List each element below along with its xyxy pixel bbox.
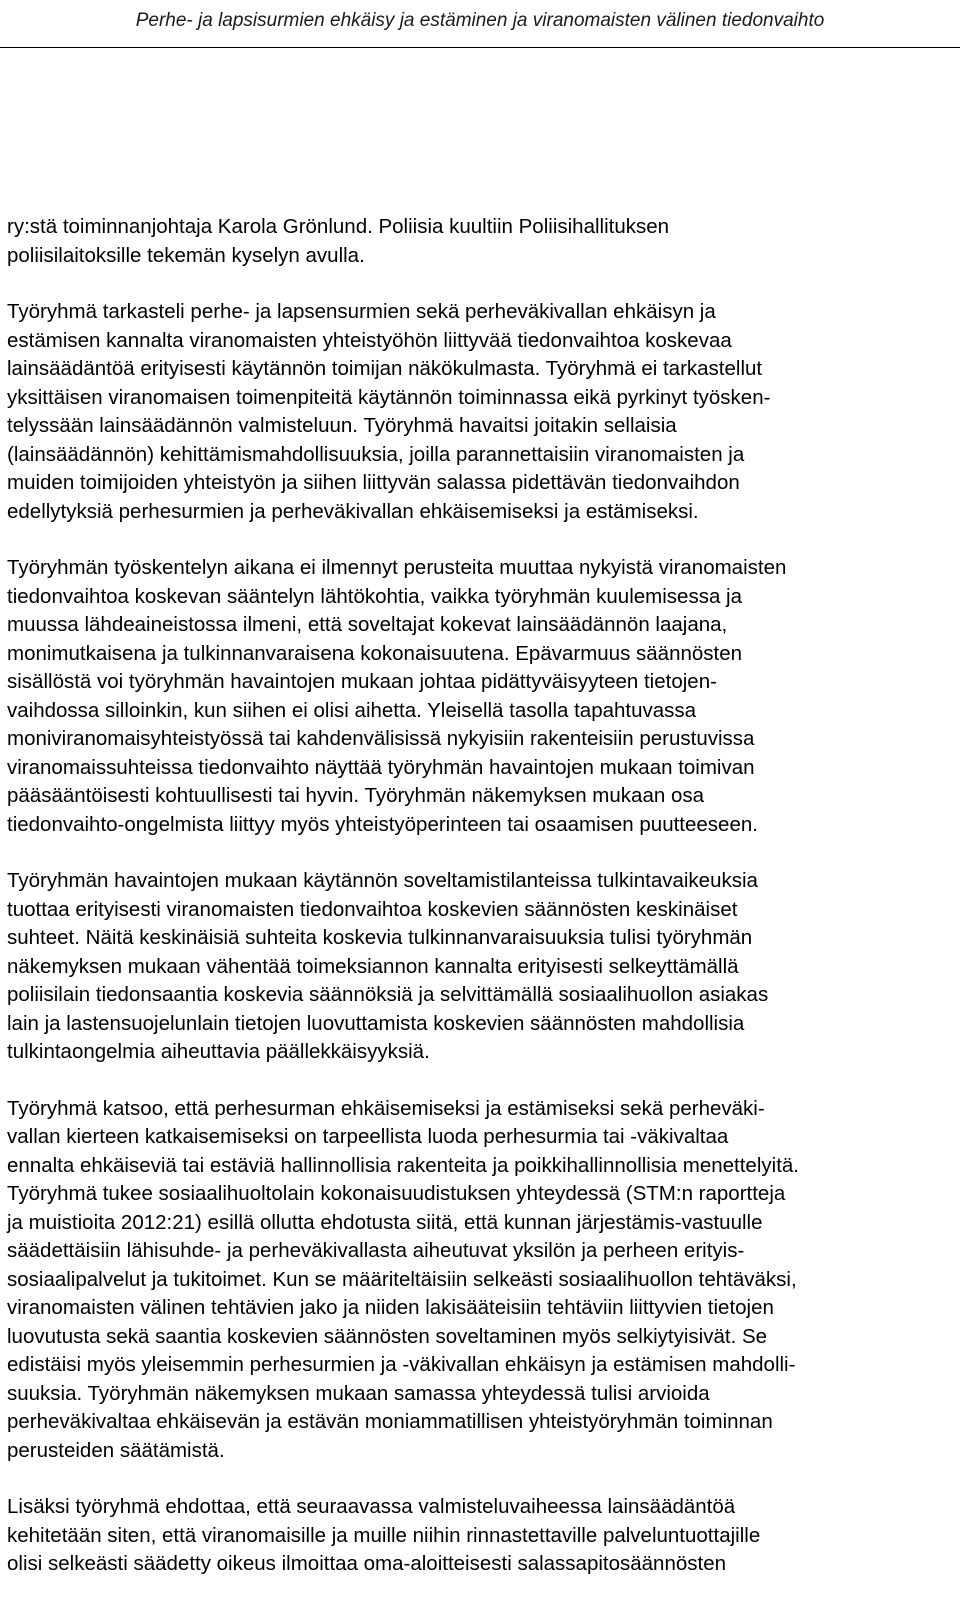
text-line: vaihdossa silloinkin, kun siihen ei olisi aihetta. Yleisellä tasolla tapahtuvassa xyxy=(7,698,697,722)
text-line: yksittäisen viranomaisen toimenpiteitä käytännön toiminnassa eikä pyrkinyt työsken- xyxy=(7,385,771,409)
paragraph xyxy=(7,213,957,270)
running-header-title: Perhe- ja lapsisurmien ehkäisy ja estäminen ja viranomaisten välinen tiedonvaihto xyxy=(135,10,825,31)
text-line: ry:stä toiminnanjohtaja Karola Grönlund. Poliisia kuultiin Poliisihallituksen xyxy=(7,215,670,238)
text-line: vallan kierteen katkaisemiseksi on tarpeellista luoda perhesurmia tai -väkivaltaa xyxy=(7,1125,729,1148)
text-line: ennalta ehkäiseviä tai estäviä hallinnollisia rakenteita ja poikkihallinnollisia menettelyitä. xyxy=(7,1153,799,1177)
text-line: tulkintaongelmia aiheuttavia päällekkäisyyksiä. xyxy=(7,1040,430,1063)
text-line: tiedonvaihtoa koskevan sääntelyn lähtökohtia, vaikka työryhmän kuulemisessa ja xyxy=(7,584,742,608)
text-line: Lisäksi työryhmä ehdottaa, että seuraavassa valmisteluvaiheessa lainsäädäntöä xyxy=(7,1495,736,1518)
text-line: ja muistioita 2012:21) esillä ollutta ehdotusta siitä, että kunnan järjestämis-vastuulle xyxy=(7,1210,763,1234)
paragraph xyxy=(7,1493,957,1579)
text-line: näkemyksen mukaan vähentää toimeksiannon kannalta erityisesti selkeyttämällä xyxy=(7,954,739,978)
text-line: kehitetään siten, että viranomaisille ja muille niihin rinnastettaville palveluntuottajille xyxy=(7,1523,761,1547)
text-line: telyssään lainsäädännön valmisteluun. Työryhmä havaitsi joitakin sellaisia xyxy=(7,414,677,437)
text-line: estämisen kannalta viranomaisten yhteistyöhön liittyvää tiedonvaihtoa koskevaa xyxy=(7,328,732,352)
document-body xyxy=(7,213,957,1607)
text-line: tuottaa erityisesti viranomaisten tiedonvaihtoa koskevien säännösten keskinäiset xyxy=(7,897,738,921)
text-line: olisi selkeästi säädetty oikeus ilmoittaa oma-aloitteisesti salassapitosäännösten xyxy=(7,1552,727,1575)
text-line: Työryhmä katsoo, että perhesurman ehkäisemiseksi ja estämiseksi sekä perheväki- xyxy=(7,1096,765,1120)
text-line: sosiaalipalvelut ja tukitoimet. Kun se määriteltäisiin selkeästi sosiaalihuollon tehtäväksi, xyxy=(7,1267,797,1291)
text-line: viranomaisten välinen tehtävien jako ja niiden lakisääteisiin tehtäviin liittyvien tietojen xyxy=(7,1296,774,1319)
text-line: Työryhmä tarkasteli perhe- ja lapsensurmien sekä perheväkivallan ehkäisyn ja xyxy=(7,300,716,323)
text-line: lainsäädäntöä erityisesti käytännön toimijan näkökulmasta. Työryhmä ei tarkastellut xyxy=(7,357,763,380)
text-line: pääsääntöisesti kohtuullisesti tai hyvin. Työryhmän näkemyksen mukaan osa xyxy=(7,784,704,807)
text-line: perusteiden säätämistä. xyxy=(7,1438,225,1462)
text-line: muiden toimijoiden yhteistyön ja siihen liittyvän salassa pidettävän tiedonvaihdon xyxy=(7,471,740,494)
text-line: Työryhmän havaintojen mukaan käytännön soveltamistilanteissa tulkintavaikeuksia xyxy=(7,869,758,892)
paragraph xyxy=(7,867,957,1067)
text-line: Työryhmä tukee sosiaalihuoltolain kokonaisuudistuksen yhteydessä (STM:n raportteja xyxy=(7,1182,786,1205)
text-line: luovutusta sekä saantia koskevien säännösten soveltaminen myös selkiytyisivät. Se xyxy=(7,1324,768,1348)
text-line: poliisilain tiedonsaantia koskevia säännöksiä ja selvittämällä sosiaalihuollon asiakas xyxy=(7,983,769,1006)
text-line: sisällöstä voi työryhmän havaintojen mukaan johtaa pidättyväisyyteen tietojen- xyxy=(7,670,717,693)
text-line: poliisilaitoksille tekemän kyselyn avulla. xyxy=(7,243,365,267)
text-line: muussa lähdeaineistossa ilmeni, että soveltajat kokevat lainsäädännön laajana, xyxy=(7,613,728,636)
text-line: tiedonvaihto-ongelmista liittyy myös yhteistyöperinteen tai osaamisen puutteeseen. xyxy=(7,812,758,836)
paragraph xyxy=(7,554,957,839)
text-line: säädettäisiin lähisuhde- ja perheväkivallasta aiheutuvat yksilön ja perheen erityis- xyxy=(7,1239,745,1262)
text-line: edellytyksiä perhesurmien ja perheväkivallan ehkäisemiseksi ja estämiseksi. xyxy=(7,499,699,523)
running-header xyxy=(0,0,960,48)
text-line: suhteet. Näitä keskinäisiä suhteita koskevia tulkinnanvaraisuuksia tulisi työryhmän xyxy=(7,926,753,949)
text-line: lain ja lastensuojelunlain tietojen luovuttamista koskevien säännösten mahdollisia xyxy=(7,1011,745,1035)
paragraph xyxy=(7,298,957,526)
text-line: viranomaissuhteissa tiedonvaihto näyttää työryhmän havaintojen mukaan toimivan xyxy=(7,755,755,779)
text-line: suuksia. Työryhmän näkemyksen mukaan samassa yhteydessä tulisi arvioida xyxy=(7,1381,710,1405)
text-line: Työryhmän työskentelyn aikana ei ilmennyt perusteita muuttaa nykyistä viranomaisten xyxy=(7,556,787,579)
text-line: monimutkaisena ja tulkinnanvaraisena kokonaisuutena. Epävarmuus säännösten xyxy=(7,641,743,665)
text-line: perheväkivaltaa ehkäisevän ja estävän moniammatillisen yhteistyöryhmän toiminnan xyxy=(7,1410,773,1433)
text-line: moniviranomaisyhteistyössä tai kahdenvälisissä nykyisiin rakenteisiin perustuvissa xyxy=(7,727,755,750)
text-line: (lainsäädännön) kehittämismahdollisuuksia, joilla parannettaisiin viranomaisten ja xyxy=(7,442,745,466)
text-line: edistäisi myös yleisemmin perhesurmien ja -väkivallan ehkäisyn ja estämisen mahdolli- xyxy=(7,1353,796,1376)
paragraph xyxy=(7,1095,957,1466)
